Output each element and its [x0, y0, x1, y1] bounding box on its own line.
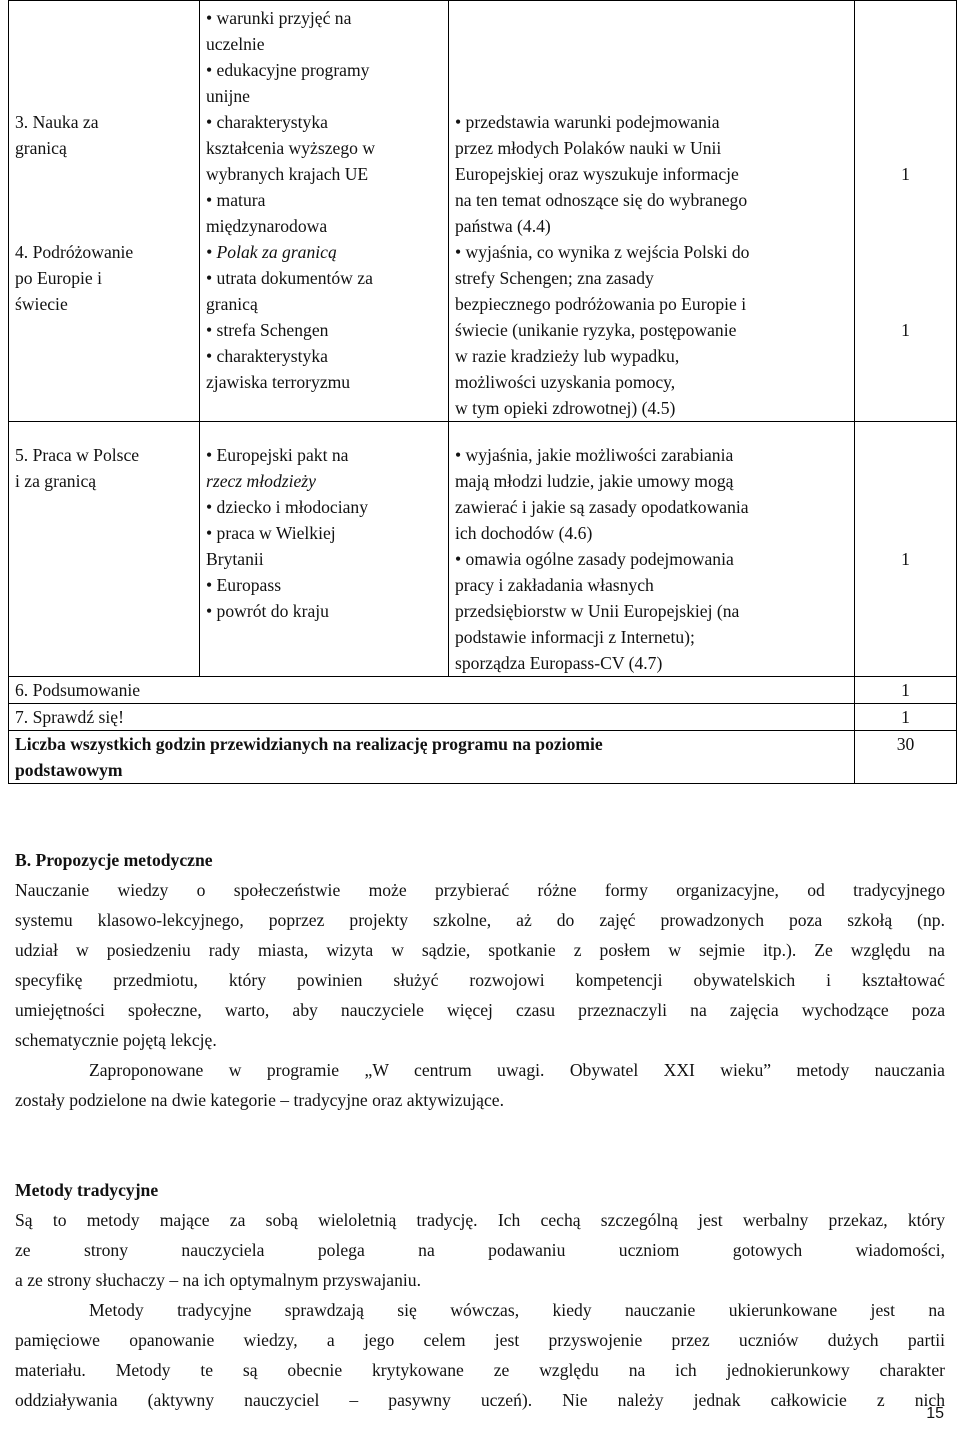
topic-line: granicą — [15, 138, 67, 158]
outcome-cell — [449, 1, 855, 422]
content-line: • Europass — [206, 575, 282, 595]
content-line: • powrót do kraju — [206, 601, 329, 621]
content-line: • charakterystyka — [206, 112, 328, 132]
paragraph-line: systemu klasowo-lekcyjnego, poprzez projekty szkolne, aż do zajęć prowadzonych poza szkołą (np. — [15, 910, 945, 930]
outcome-cell — [449, 422, 855, 677]
total-label-line: Liczba wszystkich godzin przewidzianych na realizację programu na poziomie — [15, 734, 603, 754]
outcome-line: pracy i zakładania własnych — [455, 575, 654, 595]
outcome-line: • przedstawia warunki podejmowania — [455, 112, 720, 132]
paragraph-line: schematycznie pojętą lekcję. — [15, 1030, 217, 1050]
content-line: • Polak za granicą — [206, 242, 337, 262]
content-line: • charakterystyka — [206, 346, 328, 366]
content-line: rzecz młodzieży — [206, 471, 316, 491]
outcome-line: w tym opieki zdrowotnej) (4.5) — [455, 398, 676, 418]
outcome-line: zawierać i jakie są zasady opodatkowania — [455, 497, 749, 517]
outcome-line: • omawia ogólne zasady podejmowania — [455, 549, 734, 569]
outcome-line: przedsiębiorstw w Unii Europejskiej (na — [455, 601, 740, 621]
check-label: 7. Sprawdź się! — [9, 704, 855, 731]
outcome-line: • wyjaśnia, co wynika z wejścia Polski do — [455, 242, 750, 262]
paragraph-line: pamięciowe opanowanie wiedzy, a jego celem jest przyswojenie przez uczniów dużych partii — [15, 1330, 945, 1350]
table-row — [9, 704, 957, 731]
topic-cell — [9, 422, 200, 677]
outcome-line: państwa (4.4) — [455, 216, 551, 236]
paragraph-line: materiału. Metody te są obecnie krytykowane ze względu na ich jednokierunkowy charakter — [15, 1360, 945, 1380]
paragraph-line: ze strony nauczyciela polega na podawaniu uczniom gotowych wiadomości, — [15, 1240, 945, 1260]
hours-value: 1 — [901, 320, 910, 340]
outcome-line: • wyjaśnia, jakie możliwości zarabiania — [455, 445, 734, 465]
outcome-line: możliwości uzyskania pomocy, — [455, 372, 676, 392]
topic-line: 5. Praca w Polsce — [15, 445, 140, 465]
outcome-line: Europejskiej oraz wyszukuje informacje — [455, 164, 739, 184]
content-line: kształcenia wyższego w — [206, 138, 376, 158]
table-row — [9, 422, 957, 677]
hours-cell — [855, 1, 957, 422]
paragraph-line: a ze strony słuchaczy – na ich optymalnym przyswajaniu. — [15, 1270, 421, 1290]
paragraph-line: Są to metody mające za sobą wieloletnią tradycję. Ich cechą szczególną jest werbalny przekaz, który — [15, 1210, 945, 1230]
content-line: • matura — [206, 190, 266, 210]
content-line: unijne — [206, 86, 250, 106]
content-line: międzynarodowa — [206, 216, 328, 236]
total-hours: 30 — [855, 731, 957, 784]
page-number: 15 — [926, 1405, 944, 1422]
outcome-line: strefy Schengen; zna zasady — [455, 268, 654, 288]
hours-cell — [855, 422, 957, 677]
paragraph-line: Nauczanie wiedzy o społeczeństwie może przybierać różne formy organizacyjne, od tradycyjnego — [15, 880, 945, 900]
content-cell — [200, 422, 449, 677]
outcome-line: przez młodych Polaków nauki w Unii — [455, 138, 722, 158]
content-line: Brytanii — [206, 549, 264, 569]
outcome-line: podstawie informacji z Internetu); — [455, 627, 695, 647]
paragraph-line: Zaproponowane w programie „W centrum uwagi. Obywatel XXI wieku” metody nauczania — [89, 1060, 945, 1080]
content-line: zjawiska terroryzmu — [206, 372, 351, 392]
hours-value: 1 — [855, 704, 957, 731]
content-cell — [200, 1, 449, 422]
paragraph-line: udział w posiedzeniu rady miasta, wizyta w sądzie, spotkanie z posłem w sejmie itp.). Ze względu na — [15, 940, 945, 960]
hours-value: 1 — [855, 677, 957, 704]
content-line: wybranych krajach UE — [206, 164, 369, 184]
outcome-line: bezpiecznego podróżowania po Europie i — [455, 294, 747, 314]
topic-line: 4. Podróżowanie — [15, 242, 134, 262]
outcome-line: w razie kradzieży lub wypadku, — [455, 346, 680, 366]
paragraph-line: zostały podzielone na dwie kategorie – tradycyjne oraz aktywizujące. — [15, 1090, 504, 1110]
content-line: • strefa Schengen — [206, 320, 329, 340]
content-line: uczelnie — [206, 34, 265, 54]
section-heading: B. Propozycje metodyczne — [15, 850, 213, 870]
outcome-line: świecie (unikanie ryzyka, postępowanie — [455, 320, 737, 340]
outcome-line: mają młodzi ludzie, jakie umowy mogą — [455, 471, 734, 491]
content-line: • dziecko i młodociany — [206, 497, 369, 517]
section-b — [15, 845, 945, 1415]
paragraph-line: Metody tradycyjne sprawdzają się wówczas, kiedy nauczanie ukierunkowane jest na — [89, 1300, 945, 1320]
table-row — [9, 677, 957, 704]
summary-label: 6. Podsumowanie — [9, 677, 855, 704]
content-line: • Europejski pakt na — [206, 445, 349, 465]
content-line: • edukacyjne programy — [206, 60, 370, 80]
table-row — [9, 731, 957, 784]
total-label — [9, 731, 855, 784]
paragraph-line: umiejętności społeczne, warto, aby nauczyciele więcej czasu przeznaczyli na zajęcia wychodzące poza — [15, 1000, 945, 1020]
hours-value: 1 — [901, 549, 910, 569]
topic-line: 3. Nauka za — [15, 112, 99, 132]
topic-line: po Europie i — [15, 268, 102, 288]
hours-value: 1 — [901, 164, 910, 184]
outcome-line: sporządza Europass-CV (4.7) — [455, 653, 663, 673]
topic-line: i za granicą — [15, 471, 97, 491]
topic-cell — [9, 1, 200, 422]
outcome-line: na ten temat odnoszące się do wybranego — [455, 190, 748, 210]
section-heading: Metody tradycyjne — [15, 1180, 159, 1200]
paragraph-line: specyfikę przedmiotu, który powinien służyć rozwojowi kompetencji obywatelskich i kształtować — [15, 970, 945, 990]
total-label-line: podstawowym — [15, 760, 123, 780]
content-line: • warunki przyjęć na — [206, 8, 352, 28]
paragraph-line: oddziaływania (aktywny nauczyciel – pasywny uczeń). Nie należy jednak całkowicie z nich — [15, 1390, 945, 1410]
content-line: • praca w Wielkiej — [206, 523, 336, 543]
content-line: • utrata dokumentów za — [206, 268, 373, 288]
curriculum-table — [8, 0, 957, 784]
table-row — [9, 1, 957, 422]
content-line: granicą — [206, 294, 258, 314]
outcome-line: ich dochodów (4.6) — [455, 523, 593, 543]
topic-line: świecie — [15, 294, 68, 314]
